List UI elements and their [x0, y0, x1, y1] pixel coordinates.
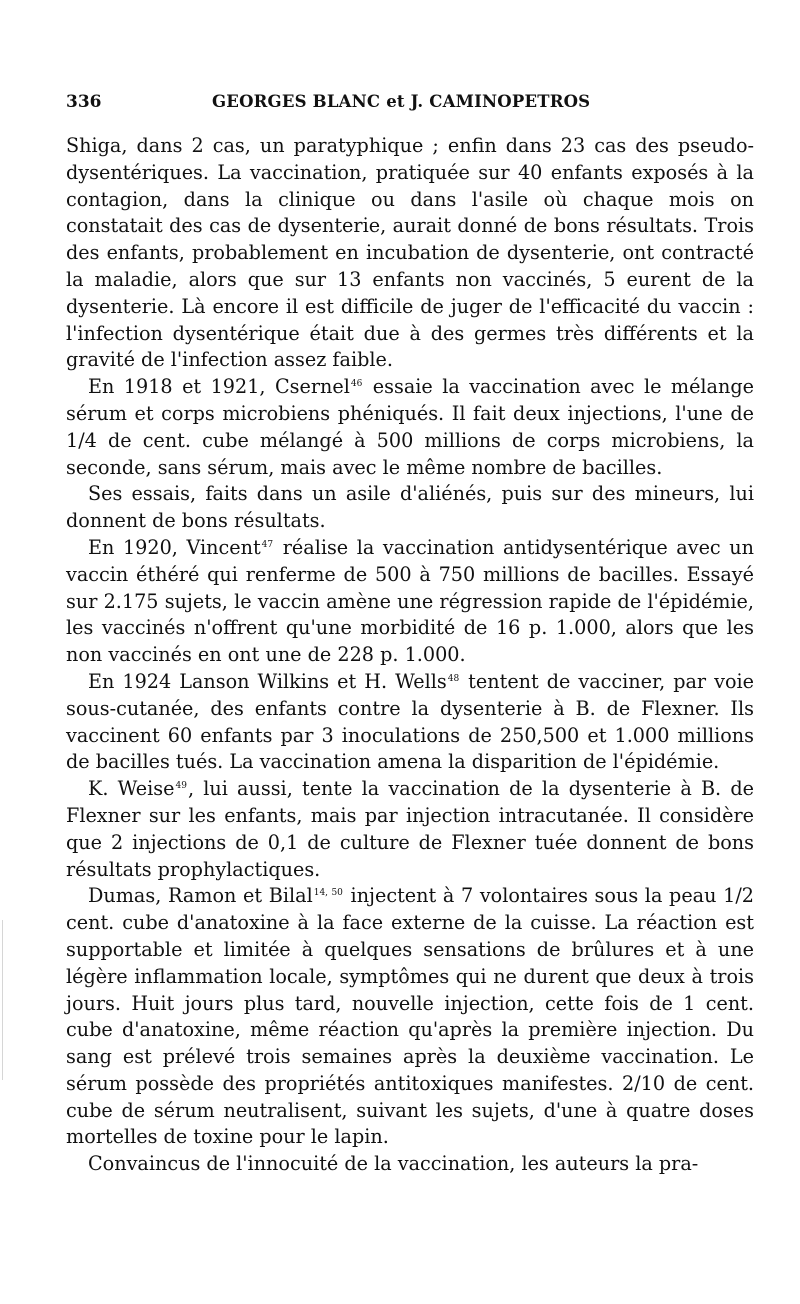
reference-superscript: 47 [261, 539, 274, 550]
reference-superscript: 49 [175, 781, 187, 792]
paragraph-text: essaie la vaccination avec le mélange sérum et corps microbiens phéniqués. Il fait deux injections, l'une de 1/4 de cent. cube mélangé à 500 millions de corps microbiens, la seconde, sans sérum, mais avec le même nombre de bacilles. [66, 375, 754, 479]
paragraph-text: Shiga, dans 2 cas, un paratyphique ; enfin dans 23 cas des pseudo-dysentériques. La vaccination, pratiquée sur 40 enfants exposés à la contagion, dans la clinique ou dans l'asile où chaque mois on constatait des cas de dysenterie, aurait donné de bons résultats. Trois des enfants, probablement en incubation de dysenterie, ont contracté la maladie, alors que sur 13 enfants non vaccinés, 5 eurent de la dysenterie. Là encore il est difficile de juger de l'efficacité du vaccin : l'infection dysentérique était due à des germes très différents et la gravité de l'infection assez faible. [66, 134, 754, 372]
paragraph-4 [66, 535, 754, 669]
paragraph-text: , lui aussi, tente la vaccination de la dysenterie à B. de Flexner sur les enfants, mais par injection intracutanée. Il considère que 2 injections de 0,1 de culture de Flexner tuée donnent de bons résultats prophylactiques. [66, 777, 754, 881]
paragraph-text: Convaincus de l'innocuité de la vaccination, les auteurs la pra- [88, 1152, 699, 1176]
reference-superscript: 48 [447, 673, 460, 684]
paragraph-6 [66, 776, 754, 883]
paragraph-text: Ses essais, faits dans un asile d'aliénés, puis sur des mineurs, lui donnent de bons résultats. [66, 482, 754, 533]
paragraph-3 [66, 481, 754, 535]
page-number: 336 [66, 92, 102, 112]
running-title: GEORGES BLANC et J. CAMINOPETROS [212, 92, 591, 111]
paragraph-2 [66, 374, 754, 481]
paragraph-lead: Dumas, Ramon et Bilal [88, 884, 313, 908]
body-text [66, 133, 754, 1178]
paragraph-lead: En 1924 Lanson Wilkins et H. Wells [88, 669, 447, 693]
paragraph-8 [66, 1151, 754, 1178]
paragraph-lead: K. Weise [88, 777, 175, 801]
margin-mark [2, 920, 3, 1080]
reference-superscript: 14, 50 [313, 888, 343, 899]
paragraph-text: injectent à 7 volontaires sous la peau 1/2 cent. cube d'anatoxine à la face externe de la cuisse. La réaction est supportable et limitée à quelques sensations de brûlures et à une légère inflammation locale, symptômes qui ne durent que deux à trois jours. Huit jours plus tard, nouvelle injection, cette fois de 1 cent. cube d'anatoxine, même réaction qu'après la première injection. Du sang est prélevé trois semaines après la deuxième vaccination. Le sérum possède des propriétés antitoxiques manifestes. 2/10 de cent. cube de sérum neutralisent, suivant les sujets, d'une à quatre doses mortelles de toxine pour le lapin. [66, 884, 754, 1149]
paragraph-text: réalise la vaccination antidysentérique avec un vaccin éthéré qui renferme de 500 à 750 millions de bacilles. Essayé sur 2.175 sujets, le vaccin amène une régression rapide de l'épidémie, les vaccinés n'offrent qu'une morbidité de 16 p. 1.000, alors que les non vaccinés en ont une de 228 p. 1.000. [66, 535, 754, 667]
reference-superscript: 46 [350, 379, 363, 390]
paragraph-7 [66, 883, 754, 1151]
paragraph-lead: En 1918 et 1921, Csernel [88, 375, 350, 399]
paragraph-5 [66, 669, 754, 776]
paragraph-text: tentent de vacciner, par voie sous-cutanée, des enfants contre la dysenterie à B. de Flexner. Ils vaccinent 60 enfants par 3 inoculations de 250,500 et 1.000 millions de bacilles tués. La vaccination amena la disparition de l'épidémie. [66, 669, 754, 774]
page-header [66, 92, 754, 116]
paragraph-lead: En 1920, Vincent [88, 535, 261, 559]
paragraph-1 [66, 133, 754, 374]
